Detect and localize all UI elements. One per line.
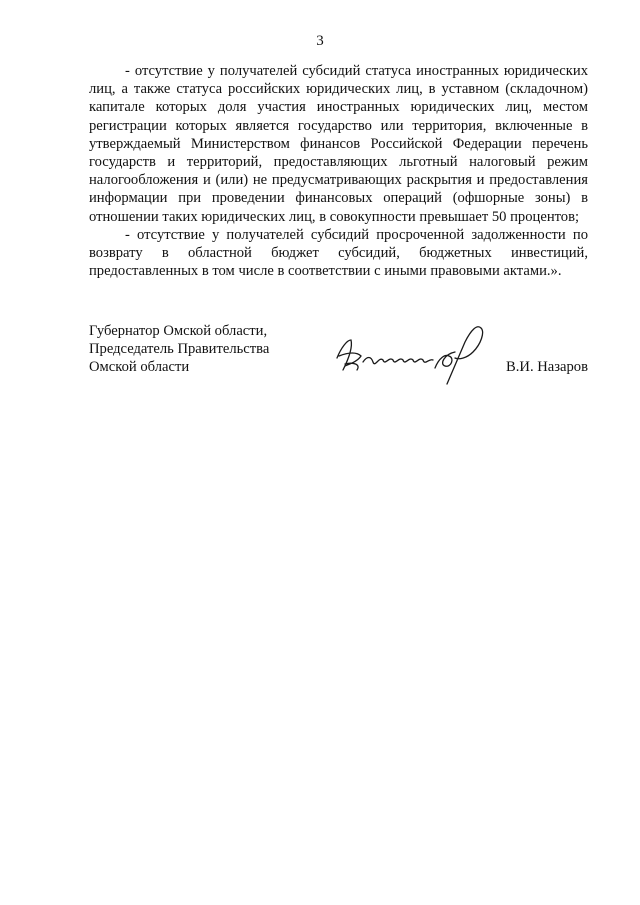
signer-title-line-2: Председатель Правительства: [89, 341, 270, 358]
page-number: 3: [316, 33, 324, 49]
signature-block: [89, 322, 588, 412]
handwritten-signature: [327, 318, 497, 388]
document-body: [89, 62, 588, 280]
signer-title-line-1: Губернатор Омской области,: [89, 323, 268, 339]
paragraph-debt-requirement: - отсутствие у получателей субсидий просроченной задолженности по возврату в областной бюджет субсидий, бюджетных инвестиций, предоставленных в том числе в соответствии с иными правовыми актами.».: [89, 226, 588, 280]
paragraph-offshore-requirement: - отсутствие у получателей субсидий статуса иностранных юридических лиц, а также статуса российских юридических лиц, в уставном (складочном) капитале которых доля участия иностранных юридических лиц, местом регистрации которых является государство или территория, включенные в утверждаемый Министерством финансов Российской Федерации перечень государств и территорий, предоставляющих льготный налоговый режим налогообложения и (или) не предусматривающих раскрытия и предоставления информации при проведении финансовых операций (офшорные зоны) в отношении таких юридических лиц, в совокупности превышает 50 процентов;: [89, 63, 588, 225]
signer-title-line-3: Омской области: [89, 359, 190, 376]
signer-name: В.И. Назаров: [506, 359, 588, 375]
